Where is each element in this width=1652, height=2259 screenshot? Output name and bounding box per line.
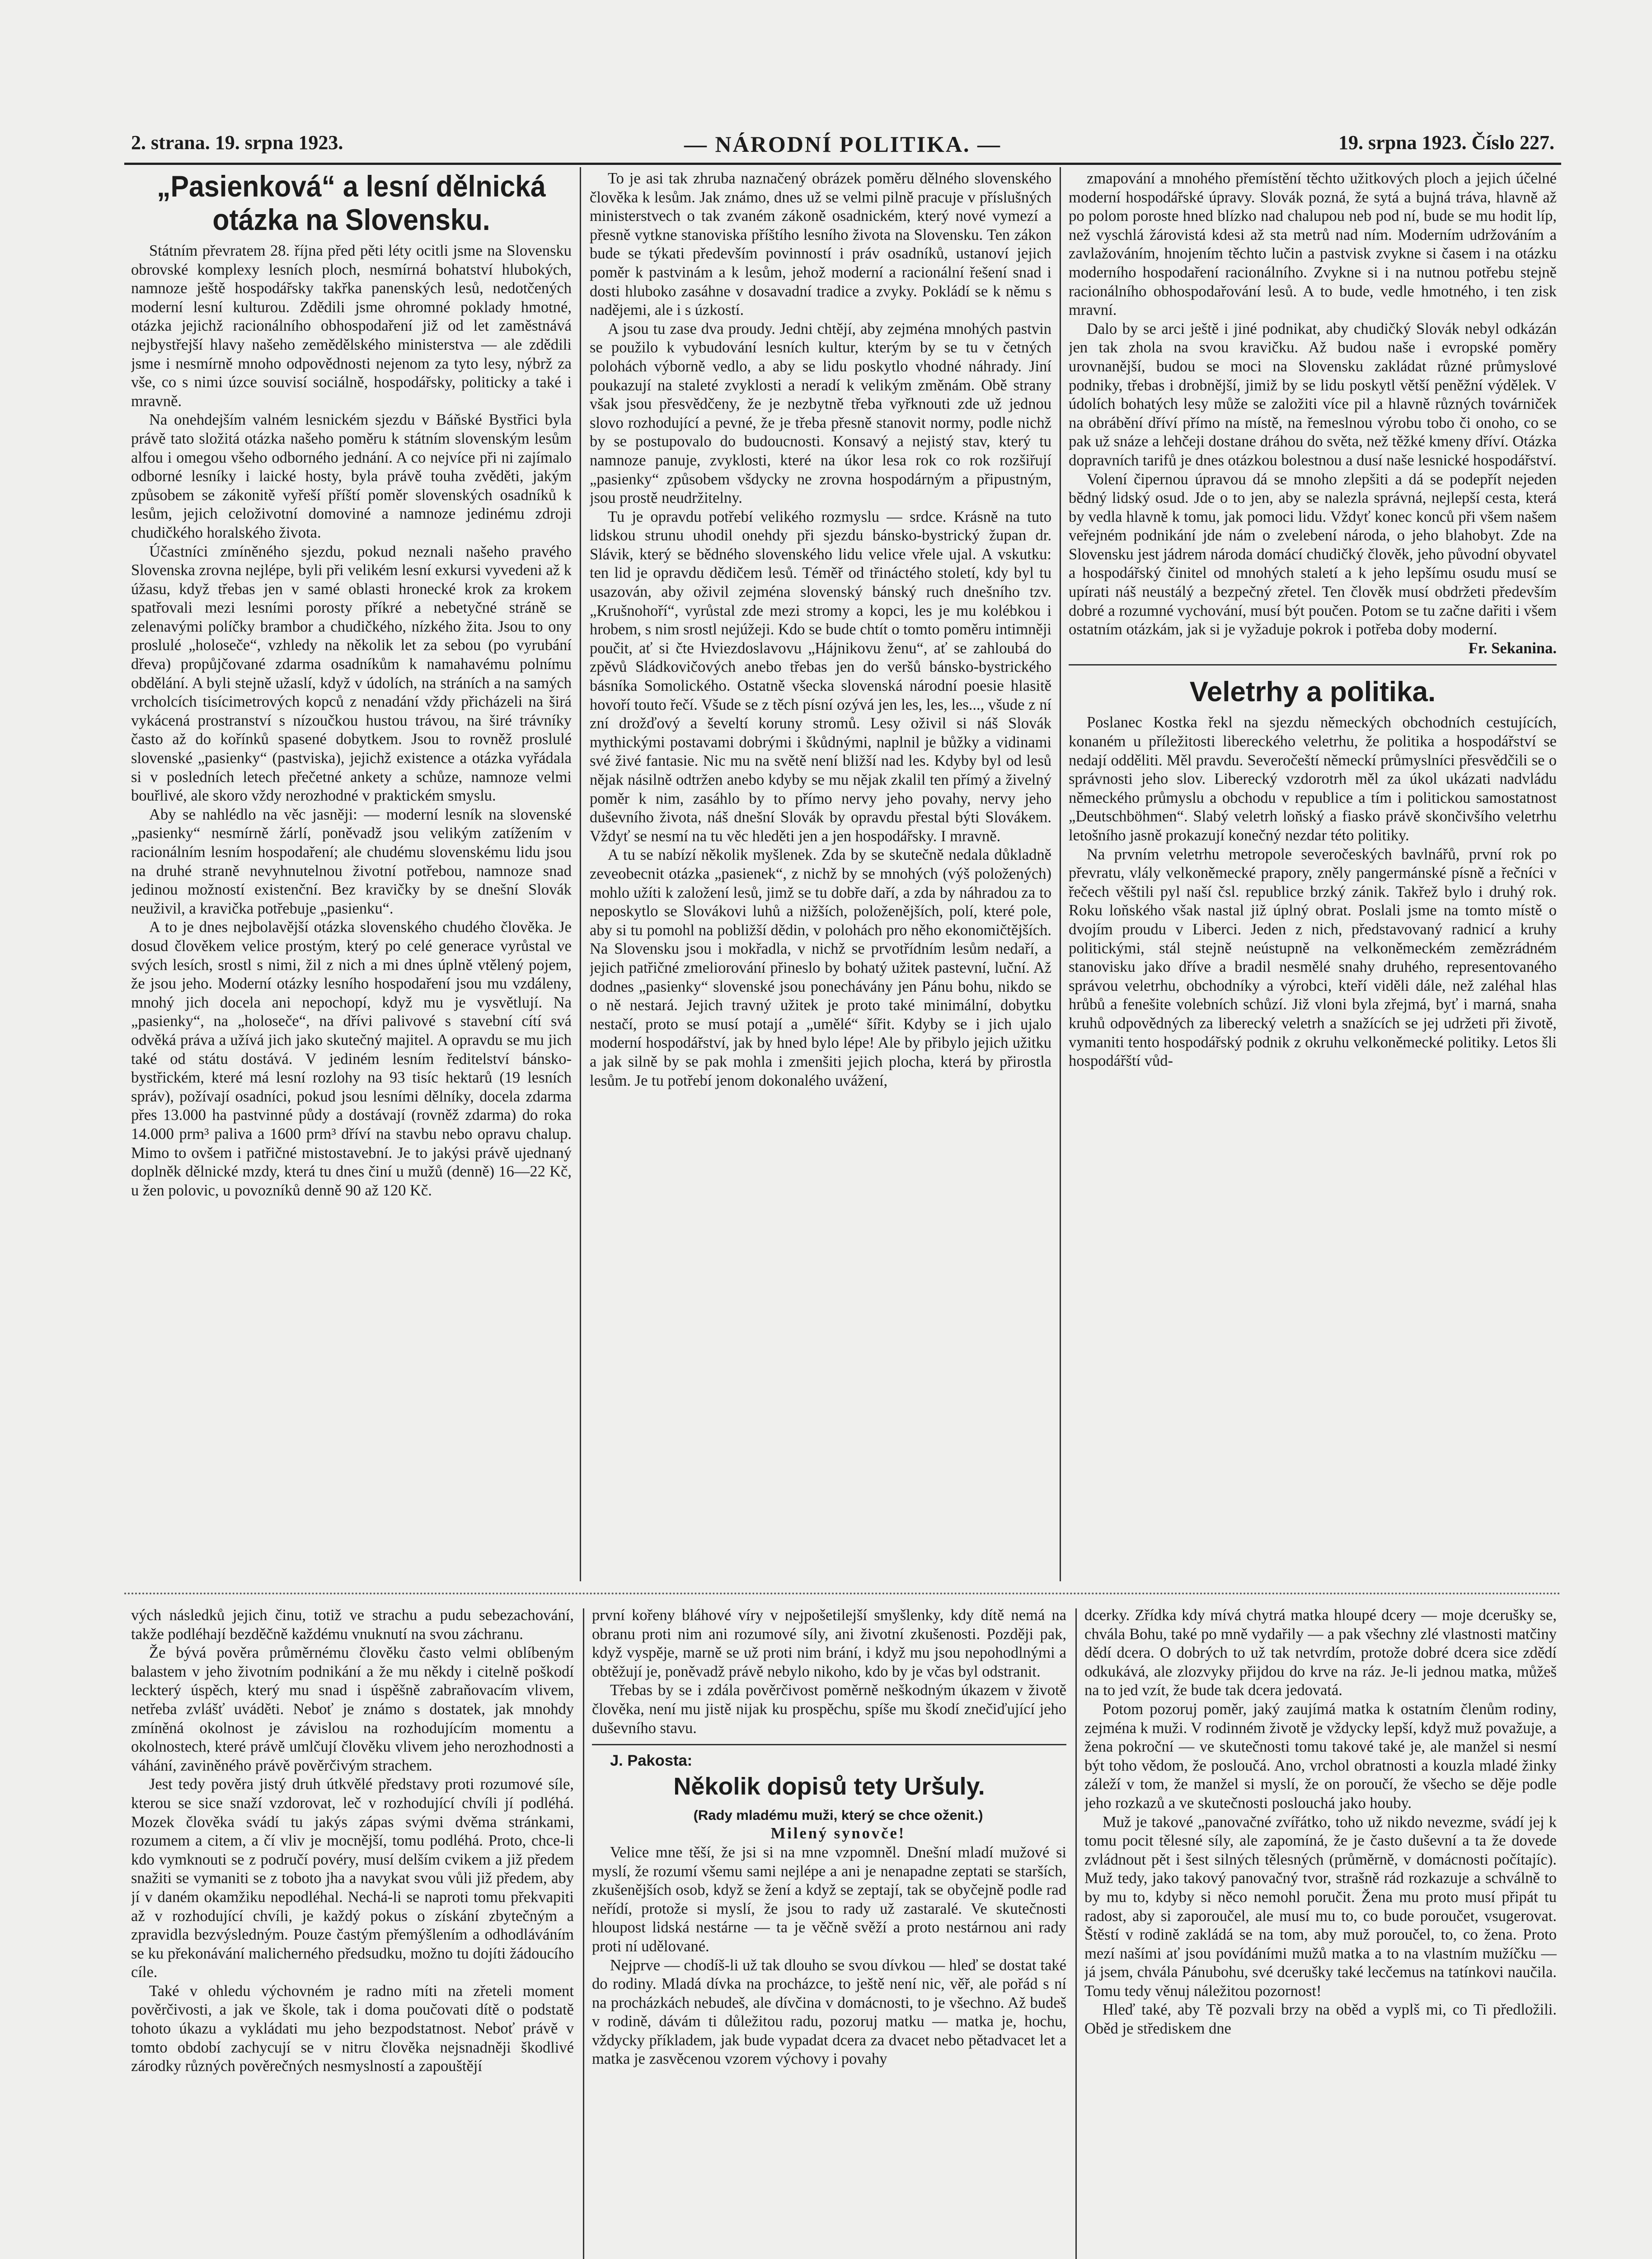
paragraph: dcerky. Zřídka kdy mívá chytrá matka hloupé dcery — moje dcerušky se, chvála Bohu, také po mně vydařily — a pak všechny zlé vlastnosti matčiny dědí dcera. O dobrých to už tak netvrdím, protože dobré dcera sice zdědí odkukává, ale zlozvyky přijdou do krve na ráz. Je-li jednou matka, můžeš na to jed vzít, že bude tak dcera jedovatá. — [1084, 1607, 1557, 1699]
section-rule — [1069, 664, 1557, 666]
column-divider — [580, 167, 581, 1581]
paragraph: A jsou tu zase dva proudy. Jedni chtějí, aby zejména mnohých pastvin se použilo k vybudování lesních kultur, kterým by se tu v četných polohách výborně vedlo, a aby se lidu poskytlo vhodné náhrady. Jiní poukazují na staleté zvyklosti a neradí k velikým změnám. Obě strany však jsou přesvědčeny, že je nezbytně třeba vyřknouti zde už jednou slovo rozhodující a pevné, že je třeba přesně stanovit normy, podle nichž by se postupovalo do budoucnosti. Konsavý a nejistý stav, který tu namnoze panuje, zvyklosti, které na úkor lesa rok co rok rozšiřují „pasienky“ způsobem všdycky ne zrovna hospodárným a připustným, jsou prostě neudržitelny. — [590, 320, 1051, 507]
paragraph: To je asi tak zhruba naznačený obrázek poměru dělného slovenského člověka k lesům. Jak známo, dnes už se velmi pilně pracuje v příslušných ministerstvech o tak zvaném zákoně osadnickém, který nové vymezí a přesně vytkne stanoviska příštího lesního života na Slovensku. Ten zákon bude se týkati především povinností i práv osadníků, ustanoví jejich poměr k pastvinám a k lesům, jehož moderní a racionální řešení snad i dosti hluboko zasáhne v dosavadní tradice a zvyky. Pokládí se k němu s nadějemi, ale i s úzkostí. — [590, 170, 1051, 319]
paragraph: Potom pozoruj poměr, jaký zaujímá matka k ostatním členům rodiny, zejména k muži. V rodinném životě je vždycky lepší, když muž považuje, a žena pokroční — ve skutečnosti tomu takové také je, ale manžel si nesmí být toho vědom, že posloučá. Ano, vrchol obratnosti a kouzla mladé žinky záleží v tom, že manžel si myslí, že on poroučí, že všecho se děje podle jeho rozkazů a ve skutečnosti poslouchá jako houby. — [1084, 1700, 1557, 1812]
feuilleton-divider — [124, 1593, 1561, 1594]
paragraph: Účastníci zmíněného sjezdu, pokud neznali našeho pravého Slovenska zrovna nejlépe, byli při velikém lesní exkursi vyvedeni až k úžasu, když třebas jen v samé oblasti hronecké krok za krokem spatřovali mezi lesními porosty příkré a nebetyčné stráně se zelenavými políčky brambor a chudičkého, nízkého žita. Jsou to ony proslulé „holoseče“, vzhledy na několik let za sebou (po vyrubání dřeva) propůjčované zdarma osadníkům k namahavému polnímu obdělání. A byli stejně užaslí, když v údolích, na stráních a na samých vrcholcích tisícimetrových kopců z nenadání vždy přicházeli na širá vykácená prostranství s nízoučkou hustou trávou, na širé trávníky často až do kořínků spasené dobytkem. Jsou to rovněž proslulé slovenské „pasienky“ (pastviska), jejichž existence a otázka vyřádala si v posledních letech přečetné ankety a schůze, namnoze velmi bouřlivé, ale skoro vždy nerozhodné v praktickém smyslu. — [131, 543, 572, 805]
column-right-top — [1069, 169, 1557, 1579]
paragraph: Na onehdejším valném lesnickém sjezdu v Báňské Bystřici byla právě tato složitá otázka našeho poměru k státním slovenským lesům alfou i omegou všeho odborného jednání. A co nejvíce při ni zajímalo odborné lesníky i laické hosty, byla právě touha zvěděti, jakým způsobem se zákonitě vyřeší příští poměr slovenských osadníků k lesům, jejich celoživotní domoviné a namnoze jedinému zdroji chudičkého horalského života. — [131, 411, 572, 541]
article-title: Veletrhy a politika. — [1189, 676, 1436, 708]
page-header — [131, 131, 1554, 158]
paragraph: Poslanec Kostka řekl na sjezdu německých obchodních cestujících, konaném u příležitosti libereckého veletrhu, že politika a hospodářství se nedají odděliti. Měl pravdu. Severočeští německí průmyslníci přesvědčili se o správnosti jeho slov. Liberecký vzdorotrh měl za úkol ukázati nadvládu německého průmyslu a obchodu v republice a tím i politickou samostatnost „Deutschböhmen“. Slabý veletrh loňský a fiasko právě skončivšího veletrhu letošního jasně prokazují konečný nezdar této politiky. — [1069, 714, 1557, 844]
paragraph: Aby se nahlédlo na věc jasněji: — moderní lesník na slovenské „pasienky“ nesmírně žárlí, poněvadž jsou velikým zatížením v racionálním lesním hospodaření; ale chudému slovenskému lidu jsou na druhé straně nevyhnutelnou životní potřebou, namnoze snad jedinou možností existenční. Bez kravičky by se dnešní Slovák neuživil, a kravička potřebuje „pasienku“. — [131, 806, 572, 917]
paragraph: Státním převratem 28. října před pěti léty ocitli jsme na Slovensku obrovské komplexy lesních ploch, nesmírná bohatství hlubokých, namnoze ještě hospodářsky takřka panenských lesů, nedotčených moderní lesní kulturou. Zdědili jsme ohromné poklady hmotné, otázka jejichž racionálního obhospodaření již od let zaměstnává nejbystřejší hlavy našeho zemědělského ministerstva — ale zdědili jsme i nesmírně mnoho odpovědnosti nejenom za tyto lesy, nýbrž za vše, co s nimi úzce souvisí sociálně, hospodářsky, politicky a také i mravně. — [131, 242, 572, 410]
paragraph: Také v ohledu výchovném je radno míti na zřeteli moment pověrčivosti, a jak ve škole, tak i doma poučovati dítě o podstatě tohoto úkazu a vykládati mu jeho bezpodstatnost. Neboť právě v tomto období zachycují se v nitru člověka nejsnadněji škodlivé zárodky různých pověrečných nesmyslností a zapouštějí — [131, 1982, 574, 2075]
letter-greeting: Milený synovče! — [770, 1825, 906, 1842]
article-title: „Pasienková“ a lesní dělnická otázka na Slovensku. — [157, 169, 546, 236]
paragraph: první kořeny bláhové víry v nejpošetilejší smyšlenky, kdy dítě nemá na obranu proti nim ani rozumové síly, ani životní zkušenosti. Později pak, když vyspěje, marně se už proti nim brání, i když mu jsou nepohodlnými a obtěžují je, poněvadž právě nebylo nikoho, kdo by je včas byl odstranit. — [592, 1607, 1066, 1680]
paragraph: A to je dnes nejbolavější otázka slovenského chudého člověka. Je dosud člověkem velice prostým, který po celé generace vyrůstal ve svých lesích, srostl s nimi, žil z nich a mi dnes úplně vtělený pojem, že jsou jeho. Moderní otázky lesního hospodaření jsou mu vzdáleny, mnohý jich docela ani nepochopí, když mu je vysvětlují. Na „pasienky“, na „holoseče“, na dřívi palivové s stavební cítí svá odvěká práva a užívá jich jako skutečný majitel. A opravdu se mu jich také od státu dostává. V jediném lesním ředitelství bánsko-bystřickém, které má lesní rozlohy na 93 tisíc hektarů (19 lesních správ), požívají osadníci, pokud jsou lesními dělníky, docela zdarma přes 13.000 ha pastvinné půdy a dostávají (rovněž zdarma) do roka 14.000 prm³ paliva a 1600 prm³ dříví na stavbu nebo opravu chalup. Mimo to ovšem i patřičné mistostavební. Je to jakýsi právě ujednaný doplněk dělnické mzdy, která tu dnes činí u mužů (denně) 16—22 Kč, u žen polovic, u povozníků denně 90 až 120 Kč. — [131, 919, 572, 1199]
paragraph: Jest tedy pověra jistý druh útkvělé představy proti rozumové síle, kterou se sice snaží vzdorovat, leč v rozhodující chvíli jí podléhá. Mozek člověka svádí tu jakýs zápas svými dvěma stránkami, rozumem a citem, a čí vliv je mocnější, tomu podléhá. Proto, chce-li kdo vymknouti se z područí povéry, musí delším cvikem a již předem snažiti se vymaniti se z toboto jha a navykat svou vůli již předem, aby jí v daném okamžiku nepodléhal. Nechá-li se naproti tomu překvapiti až v rozhodující chvíli, je každý pokus o získání zbytečným a zpravidla bezvýsledným. Pouze častým přemýšlením a odhodláváním se ku překonávání malicherného předsudku, možno tu dojíti žádoucího cíle. — [131, 1776, 574, 1981]
paragraph: Volení čipernou úpravou dá se mnoho zlepšiti a dá se podepřít nejeden bědný lidský osud. Jde o to jen, aby se nalezla správná, nejlepší cesta, která by vedla hlavně k tomu, jak pomoci lidu. Vždyť konec konců při všem našem veřejném podnikání jde nám o zvelebení národa, o jeho blahobyt. Zde na Slovensku jest jádrem národa domácí chudičký člověk, jeho původní obyvatel a hospodářský činitel od mnohých staletí a k jeho lepšímu osudu musí se upírati náš neustálý a bezpečný zřetel. Ten člověk musí obdržeti především dobré a rozumné vychování, musí být poučen. Potom se tu začne dařiti i všem ostatním otázkám, jak si je vyžaduje pokrok i potřeba doby moderní. — [1069, 470, 1557, 638]
author-signature: Fr. Sekanina. — [1468, 639, 1557, 657]
paragraph: zmapování a mnohého přemístění těchto užitkových ploch a jejich účelné moderní hospodářské úpravy. Slovák pozná, že sytá a bujná tráva, hlavně až po polom poroste hned blízko nad chalupou neb pod ní, bude se mu hodit líp, než vyschlá žárovistá kdesi až sta metrů nad ním. Moderním udržováním a zavlažováním, hnojením těchto lučin a pastvisk zvykne si časem i na otázku moderního hospodaření racionálního. Zvykne si i na nutnou potřebu stejně racionálního obhospodařování lesů. A to bude, vedle hmotného, i ten zisk mravní. — [1069, 170, 1557, 319]
article-subtitle: (Rady mladému muži, který se chce oženit.) — [693, 1807, 983, 1823]
column-divider — [583, 1608, 584, 2259]
article-title: Několik dopisů tety Uršuly. — [673, 1772, 985, 1800]
paragraph: vých následků jejich činu, totiž ve strachu a pudu sebezachování, takže podléhají bezděčně každému vnuknutí na svou záchranu. — [131, 1607, 574, 1643]
paragraph: Tu je opravdu potřebí velikého rozmyslu — srdce. Krásně na tuto lidskou strunu uhodil onehdy při sjezdu bánsko-bystrický župan dr. Slávik, který se bědného slovenského lidu velice vřele ujal. A vskutku: ten lid je opravdu dědičem lesů. Téměř od třináctého století, kdy byl tu usazován, aby oživil zejména slovenský bánský ruch dnešního tzv. „Krušnohoří“, vyrůstal zde mezi stromy a kopci, les je mu kolébkou i hrobem, s nim srostl nejúžeji. Kdo se bude chtít o tomto poměru intimněji poučit, ať si čte Hviezdoslavovu „Hájnikovu ženu“, ať se zahloubá do zpěvů Sládkovičových anebo třebas jen do veršů bánsko-bystrického básníka Somolického. Ostatně všecka slovenská národní poesie hlasitě hovoří touto řečí. Všude se z těch písní ozývá jen les, les, les..., všude z ní zní drožďový a ševeltí koruny stromů. Lesy oživil si náš Slovák mythickými postavami dobrými i škůdnými, naplnil je bůžky a vidinami své živé fantasie. Nic mu na světě není bližší nad les. Kdyby byl od lesů nějak násilně odtržen anebo kdyby se mu nějak zkalil ten přímý a živelný poměr k nim, zasáhlo by to přímo nervy jeho povahy, nervy jeho duševního života, náš dnešní Slovák by opravdu přestal býti Slovákem. Vždyť se nesmí na tu věc hleděti jen a jen hospodářsky. I mravně. — [590, 508, 1051, 845]
article-pasienkova — [131, 169, 572, 1579]
paragraph: Na prvním veletrhu metropole severočeských bavlnářů, první rok po převratu, vlály velkoněmecké prapory, zněly pangermánské písně a řečníci v řečech věštili pyl naší čsl. republice brzký zánik. Takřež bylo i druhý rok. Roku loňského však nastal již úplný obrat. Poslali jsme na tomto místě o dvojím proudu v Liberci. Jeden z nich, představovaný radnicí a kruhy politickými, stál stejně neústupně na velkoněmeckém zemězrádném stanovisku jako dříve a bradil nesmělé snahy druhého, representovaného správou veletrhu, obchodníky a výrobci, kteří viděli dále, než zaléhal hlas hrůbů a fenešite volebních schůzí. Již vloni byla zřejmá, byť i marná, snaha kruhů odpovědných za liberecký veletrh a snažících se jej udržeti při životě, vymaniti tento hospodářský podnik z okruhu velkoněmecké politiky. Letos šli hospodářští vůd- — [1069, 845, 1557, 1070]
feuilleton-superstition-continued — [131, 1606, 574, 2259]
feuilleton-right — [1084, 1606, 1557, 2259]
column-divider — [1075, 1608, 1077, 2259]
paragraph: Muž je takové „panovačné zvířátko, toho už nikdo nevezme, svádí jej k tomu pocit tělesné síly, ale zapomíná, že je často duševní a ta že dovede zvládnout pět i šest silných tělesných (průměrně, v domácnosti počítajíc). Muž tedy, jako takový panovačný tvor, strašně rád rozkazuje a schválně to by mu to, kdyby si něco nemohl poručit. Žena mu proto musí připát tu radost, aby si zaporoučel, ale musí mu to, co bude poroučet, vsugerovat. Štěstí v rodině zakládá se na tom, aby muž poroučel, to, co žena. Proto mezí našími ať jsou povídáními mužů matka a to na vlastním mužíčku — já jsem, chvála Pánubohu, své dcerušky také lecčemus na tatínkovi naučila. Tomu tedy věnuj náležitou pozornost! — [1084, 1813, 1557, 2000]
paragraph: Dalo by se arci ještě i jiné podnikat, aby chudičký Slovák nebyl odkázán jen tak zhola na svou kravičku. Až budou naše i evropské poměry urovnanější, budou se moci na Slovensku zakládat různé průmyslové podniky, třebas i drobnější, jimiž by se lidu poskytl větší peněžní výdělek. V údolích bohatých lesy může se založiti více pil a hlavně různých továrniček na obrábění dříví přímo na místě, na řemeslnou výrobu tobo či onoho, co se pak už snáze a lehčeji dostane dráhou do světa, než těžké kmeny dříví. Otázka dopravních tarifů je dnes otázkou bolestnou a dusí naše lesnické hospodářství. — [1069, 320, 1557, 469]
newspaper-title: — NÁRODNÍ POLITIKA. — — [684, 131, 1001, 157]
header-rule — [124, 163, 1561, 165]
section-rule — [592, 1744, 1066, 1745]
header-date-page: 2. strana. 19. srpna 1923. — [131, 131, 343, 154]
header-date-issue: 19. srpna 1923. Číslo 227. — [1338, 131, 1554, 154]
article-pasienkova-continued — [590, 169, 1051, 1579]
author-byline: J. Pakosta: — [610, 1752, 693, 1770]
feuilleton-middle — [592, 1606, 1066, 2259]
paragraph: Velice mne těší, že jsi si na mne vzpomněl. Dnešní mladí mužové si myslí, že rozumí všemu sami nejlépe a ani je nenapadne zeptati se starších, zkušenějších osob, když se žení a když se zeptají, tak se obyčejně podle rad neřídí, protože si myslí, že jsou to rady už zastaralé. Ve skutečnosti hloupost lidská nestárne — ta je věčně svěží a proto nestárnou ani rady proti ní udělované. — [592, 1843, 1066, 1955]
paragraph: A tu se nabízí několik myšlenek. Zda by se skutečně nedala důkladně zeveobecnit otázka „pasienek“, z nichž by se mnohých (výš položených) mohlo užíti k založení lesů, jimž se tu dobře daří, a zda by náhradou za to neposkytlo se Slovákovi luhů a nižších, položenějších, polí, které pole, aby si tu pomohl na pobližší dědin, v polohách pro něho ekonomičtějších. Na Slovensku jsou i mokřadla, v nichž se prvotřídním lesům nedaří, a jejich patřičné zmeliorování přineslo by bohatý užitek pastevní, luční. Až dodnes „pasienky“ slovenské jsou ponechávány jen Pánu bohu, nikdo se o ně nestará. Jejich travný užitek je proto také minimální, dobytku nestačí, proto se musí potají a „umělé“ šířit. Kdyby se i jich ujalo moderní hospodářství, jak by hned bylo lépe! Ale by přibylo jejich užitku a jak silně by se pak mohla i zmenšiti jejich plocha, která by přirostla lesům. Je tu potřebí jenom dokonalého uvážení, — [590, 846, 1051, 1089]
paragraph: Hleď také, aby Tě pozvali brzy na oběd a vyplš mi, co Ti předložili. Oběd je střediskem dne — [1084, 2001, 1557, 2038]
paragraph: Nejprve — chodíš-li už tak dlouho se svou dívkou — hleď se dostat také do rodiny. Mladá dívka na procházce, to ještě není nic, věř, ale pořád s ní na procházkách nebudeš, ale dívčina v domácnosti, to je všechno. Až budeš v rodině, dávám ti důležitou radu, pozoruj matku — matka je, hochu, vždycky příkladem, jak bude vypadat dcera za dvacet nebo pětadvacet let a matka je zasvěcenou vzorem výchovy i povahy — [592, 1956, 1066, 2068]
paragraph: Třebas by se i zdála pověrčivost poměrně neškodným úkazem v životě člověka, není mu jistě nijak ku prospěchu, spíše mu škodí znečiďující jeho duševního stavu. — [592, 1682, 1066, 1737]
paragraph: Že bývá pověra průměrnému člověku často velmi oblíbeným balastem v jeho životním podnikání a že mu někdy i citelně poškodí leckterý úspěch, který mu snad i úspěšně zabraňovacím vlivem, netřeba zvlášť uváděti. Neboť je známo s dostatek, jak mnohdy zmíněná okolnost je závislou na rozhodujícím momentu a okolnostech, které právě umlčují člověku vlivem jeho nerozhodnosti a váhání, zaviněného právě pověrčivým strachem. — [131, 1644, 574, 1774]
column-divider — [1060, 167, 1061, 1581]
